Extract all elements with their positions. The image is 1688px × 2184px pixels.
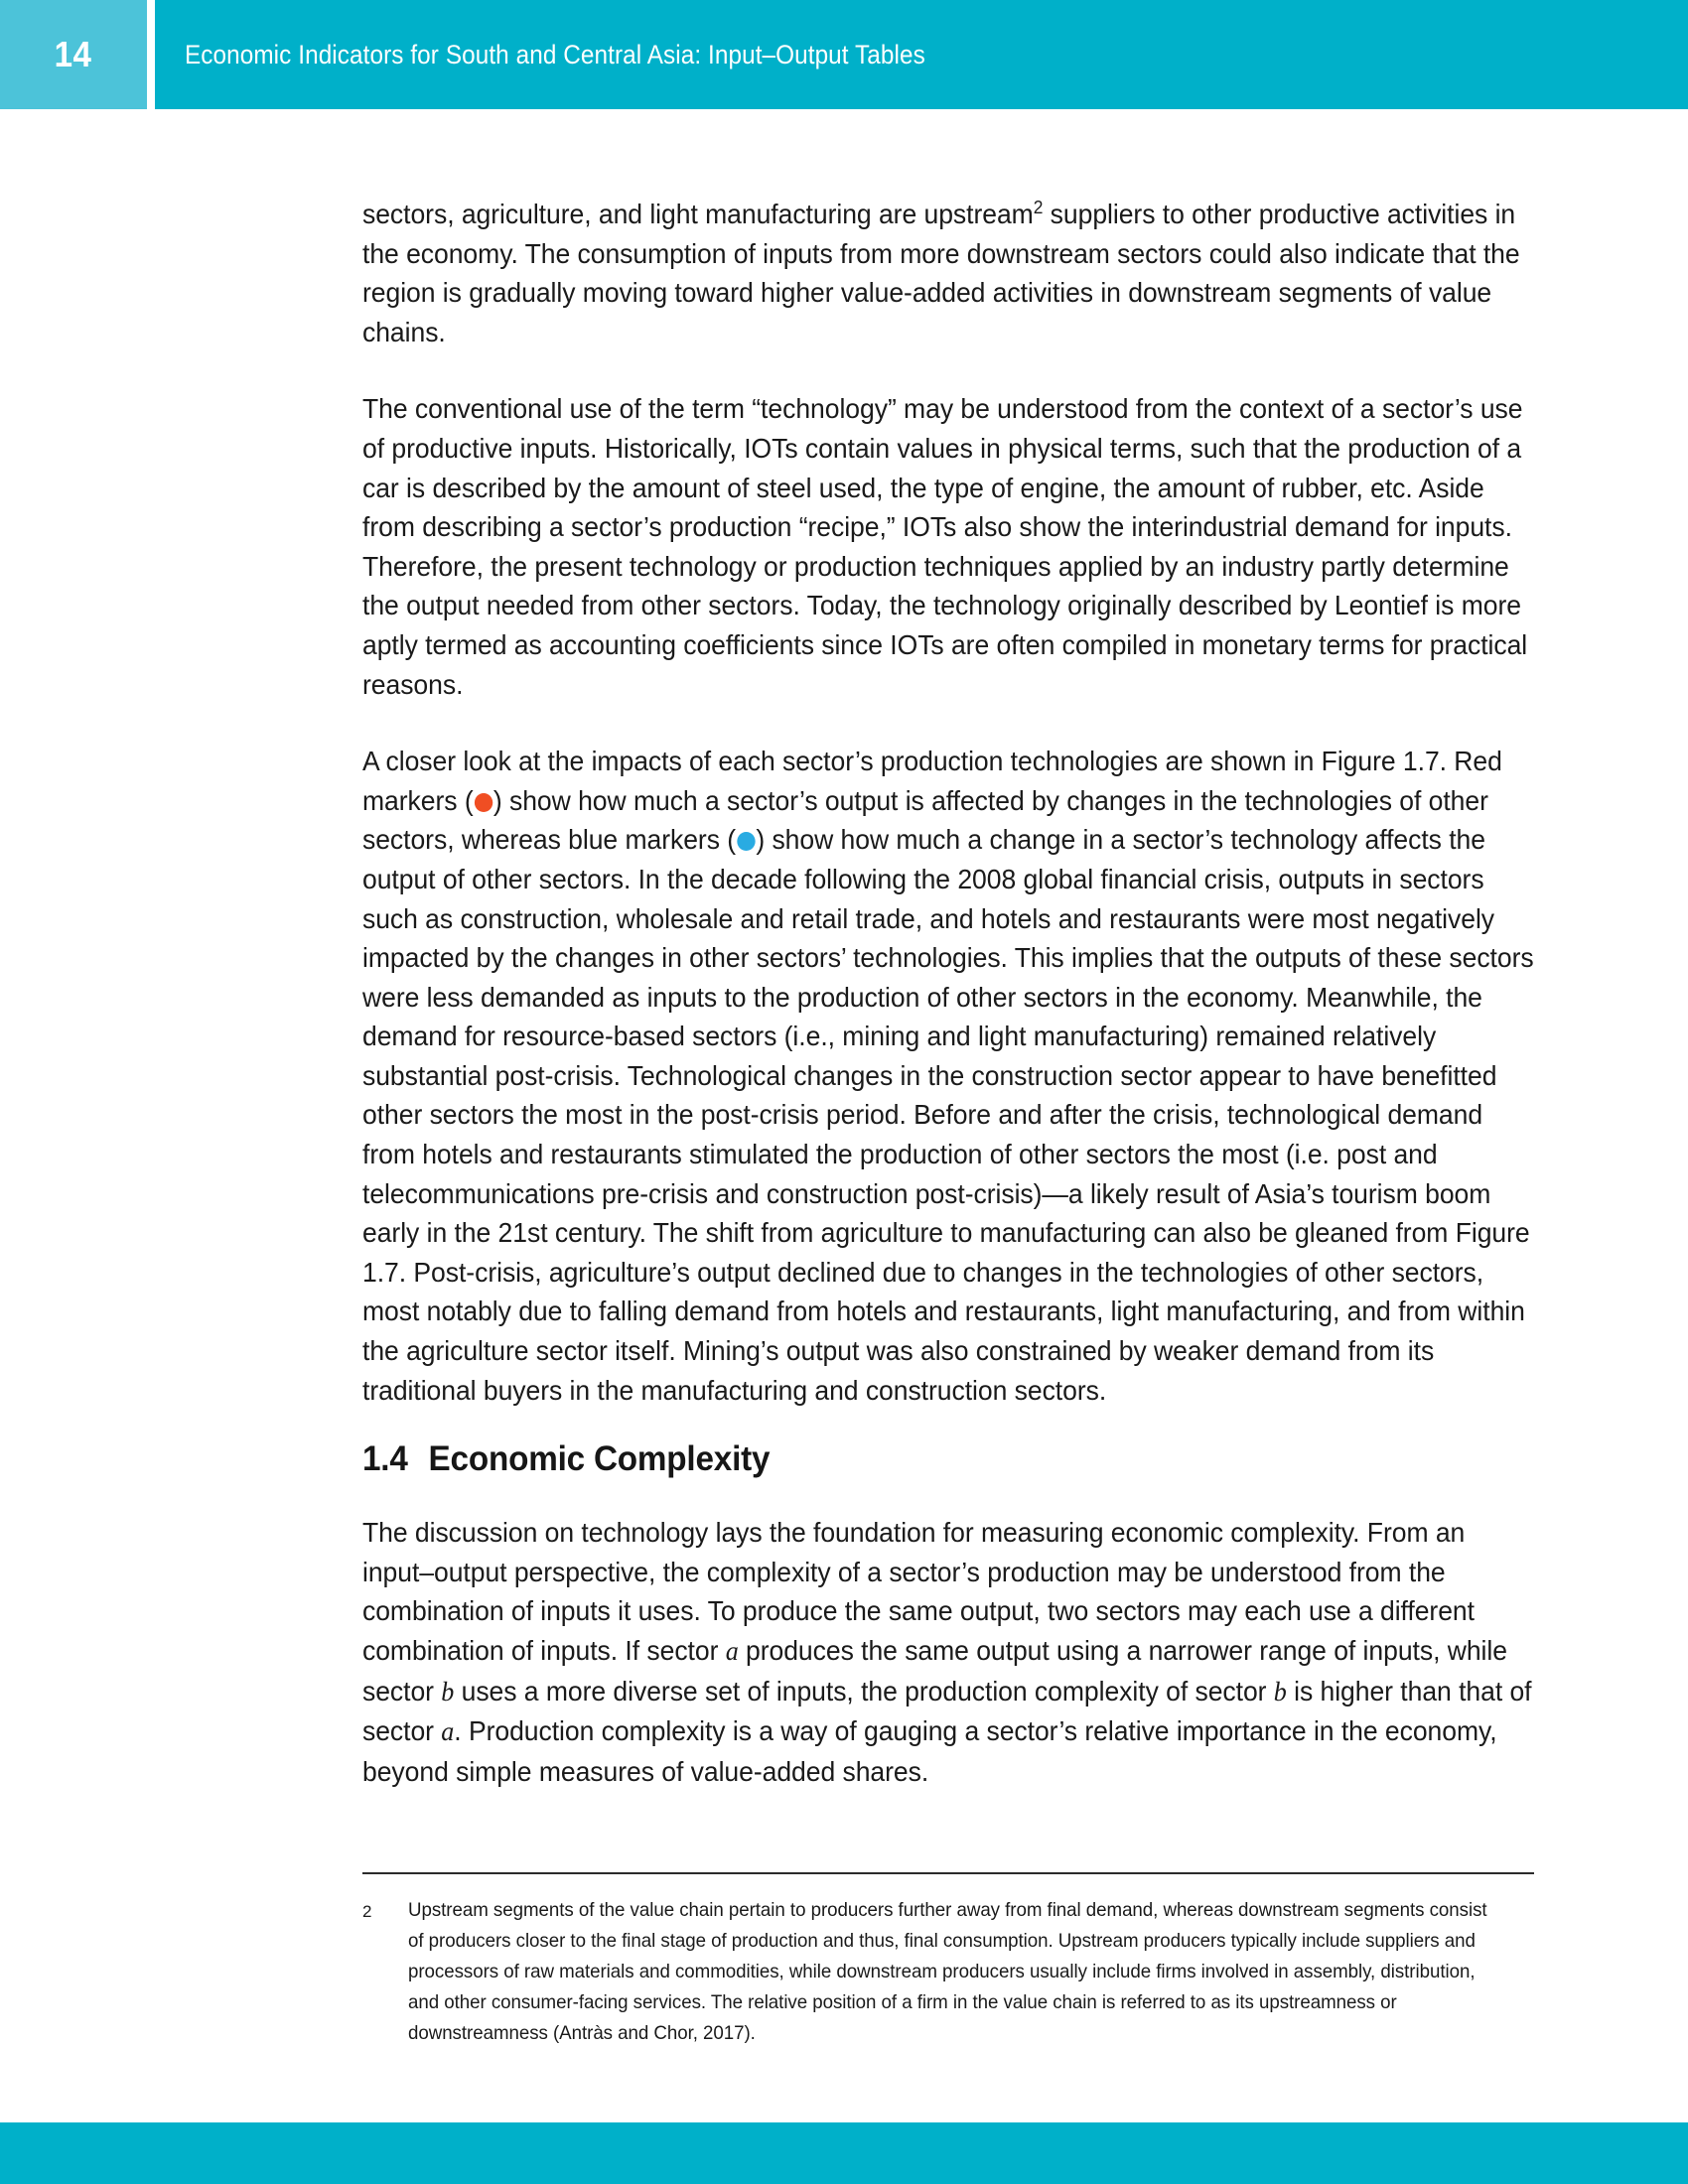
footer-band [0, 2122, 1688, 2184]
running-title: Economic Indicators for South and Central Asia: Input–Output Tables [185, 39, 925, 69]
header-divider-gap [147, 0, 155, 109]
section-number: 1.4 [362, 1439, 408, 1479]
content-column [362, 195, 1534, 1829]
header-title-block [155, 0, 1688, 109]
section-paragraph [362, 1513, 1534, 1791]
folio-block [0, 0, 147, 109]
footnote-area [362, 1872, 1534, 2049]
paragraph-1 [362, 195, 1534, 351]
variable-a-2: a [441, 1716, 455, 1747]
paragraph-2: The conventional use of the term “technology” may be understood from the context of a sector’s use of productive inputs. Historically, IOTs contain values in physical terms, such that the production of a car is described by the amount of steel used, the type of engine, the amount of rubber, etc. Aside from describing a sector’s production “recipe,” IOTs also show the interindustrial demand for inputs. Therefore, the present technology or production techniques applied by an industry partly determine the output needed from other sectors. Today, the technology originally described by Leontief is more aptly termed as accounting coefficients since IOTs are often compiled in monetary terms for practical reasons. [362, 393, 1528, 700]
footnote-text: Upstream segments of the value chain pertain to producers further away from final demand, whereas downstream segments consist of producers closer to the final stage of production and thus, final consumption. Upstream producers typically include suppliers and processors of raw materials and commodities, while downstream producers usually include firms involved in assembly, distribution, and other consumer-facing services. The relative position of a firm in the value chain is referred to as its upstreamness or downstreamness (Antràs and Chor, 2017). [408, 1899, 1487, 2044]
footnote-marker: 2 [362, 1902, 372, 1921]
section-paragraph-part-d: is higher than that of sector [362, 1675, 1532, 1747]
section-title: Economic Complexity [428, 1439, 771, 1479]
paragraph-3-part-a: A closer look at the impacts of each sector’s production technologies are shown in Figure 1.7. Red markers ( [362, 746, 1502, 816]
paragraph-3 [362, 742, 1534, 1410]
blue-filled-circle-icon [737, 832, 755, 851]
section-paragraph-part-b: produces the same output using a narrower range of inputs, while sector [362, 1635, 1507, 1706]
variable-b-2: b [1273, 1676, 1287, 1706]
page-number: 14 [55, 34, 92, 74]
variable-a-1: a [725, 1636, 739, 1666]
paragraph-3-part-c: ) show how much a change in a sector’s technology affects the output of other sectors. In the decade following the 2008 global financial crisis, outputs in sectors such as construction, wholesale and retail trade, and hotels and restaurants were most negatively impacted by the changes in other sectors’ technologies. This implies that the outputs of these sectors were less demanded as inputs to the production of other sectors in the economy. Meanwhile, the demand for resource-based sectors (i.e., mining and light manufacturing) remained relatively substantial post-crisis. Technological changes in the construction sector appear to have benefitted other sectors the most in the post-crisis period. Before and after the crisis, technological demand from hotels and restaurants stimulated the production of other sectors the most (i.e. post and telecommunications pre-crisis and construction post-crisis)—a likely result of Asia’s tourism boom early in the 21st century. The shift from agriculture to manufacturing can also be gleaned from Figure 1.7. Post-crisis, agriculture’s output declined due to changes in the technologies of other sectors, most notably due to falling demand from hotels and restaurants, light manufacturing, and from within the agriculture sector itself. Mining’s output was also constrained by weaker demand from its traditional buyers in the manufacturing and construction sectors. [362, 824, 1534, 1406]
red-filled-circle-icon [475, 793, 492, 812]
section-paragraph-part-a: The discussion on technology lays the foundation for measuring economic complexity. From an input–output perspective, the complexity of a sector’s production may be understood from the combination of inputs it uses. To produce the same output, two sectors may each use a different combination of inputs. If sector [362, 1517, 1475, 1666]
section-paragraph-part-e: . Production complexity is a way of gauging a sector’s relative importance in the economy, beyond simple measures of value-added shares. [362, 1715, 1497, 1787]
paragraph-1-part-b: suppliers to other productive activities in the economy. The consumption of inputs from more downstream sectors could also indicate that the region is gradually moving toward higher value-added activities in downstream segments of value chains. [362, 199, 1520, 347]
section-heading-1-4 [362, 1439, 1476, 1479]
section-paragraph-part-c: uses a more diverse set of inputs, the production complexity of sector [454, 1675, 1274, 1706]
footnote-item [362, 1895, 1534, 2049]
footnote-rule [362, 1872, 1534, 1874]
page-header [0, 0, 1688, 109]
paragraph-3-part-b: ) show how much a sector’s output is affected by changes in the technologies of other sectors, whereas blue markers ( [362, 784, 1488, 856]
paragraph-1-part-a: sectors, agriculture, and light manufacturing are upstream [362, 199, 1034, 229]
footnote-reference-2[interactable]: 2 [1033, 197, 1044, 217]
variable-b-1: b [441, 1676, 455, 1706]
